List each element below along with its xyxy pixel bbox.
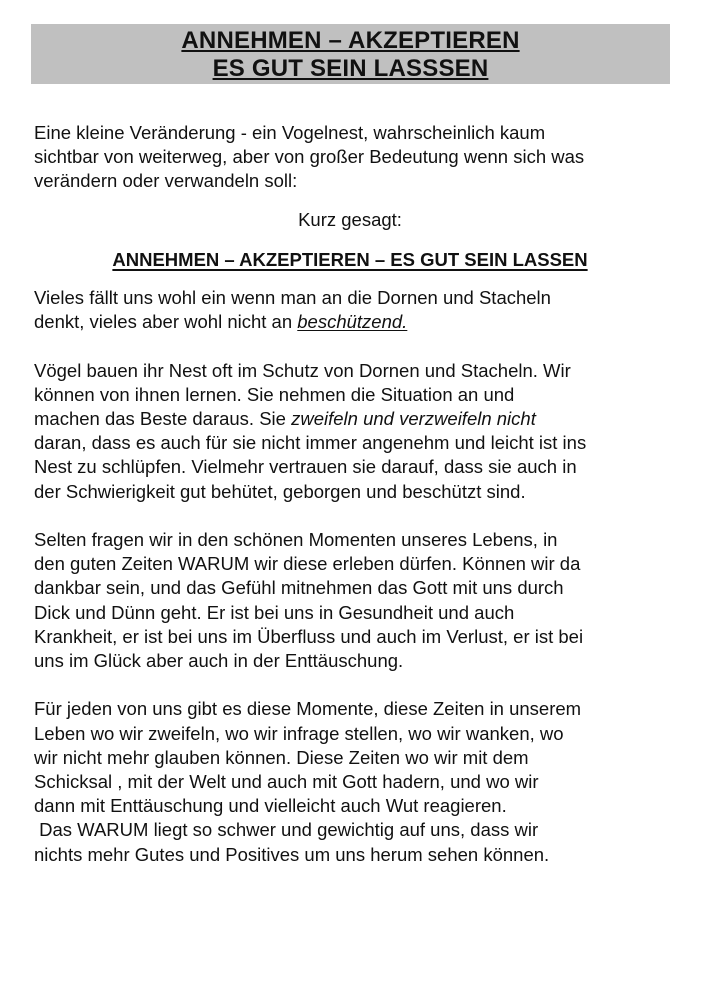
subheading: ANNEHMEN – AKZEPTIEREN – ES GUT SEIN LASSEN [112,248,588,270]
paragraph-3-line: den guten Zeiten WARUM wir diese erleben dürfen. Können wir da [34,553,581,575]
paragraph-1-text: denkt, vieles aber wohl nicht an [34,311,298,333]
title-line-1: ANNEHMEN – AKZEPTIEREN [181,27,520,54]
paragraph-4-line: Für jeden von uns gibt es diese Momente, diese Zeiten in unserem [34,698,582,720]
title-line-2: ES GUT SEIN LASSSEN [212,55,489,82]
paragraph-4-line: wir nicht mehr glauben können. Diese Zeiten wo wir mit dem [34,746,529,768]
paragraph-1-line: Vieles fällt uns wohl ein wenn man an die Dornen und Stacheln [34,287,551,309]
intro-line: sichtbar von weiterweg, aber von großer Bedeutung wenn sich was [34,146,585,168]
paragraph-2-line: Nest zu schlüpfen. Vielmehr vertrauen sie darauf, dass sie auch in [34,456,577,478]
paragraph-2-line: der Schwierigkeit gut behütet, geborgen und beschützt sind. [34,480,526,502]
kurz-gesagt-label: Kurz gesagt: [298,208,402,230]
paragraph-2-text: machen das Beste daraus. Sie [34,408,292,430]
paragraph-2-line: daran, dass es auch für sie nicht immer angenehm und leicht ist ins [34,432,587,454]
paragraph-3-line: Dick und Dünn geht. Er ist bei uns in Gesundheit und auch [34,601,515,623]
emphasis-beschuetzend: beschützend. [297,311,408,333]
paragraph-3-line: Krankheit, er ist bei uns im Überfluss und auch im Verlust, er ist bei [34,625,584,647]
paragraph-2-line: Vögel bauen ihr Nest oft im Schutz von Dornen und Stacheln. Wir [34,359,571,381]
paragraph-4-line: Leben wo wir zweifeln, wo wir infrage stellen, wo wir wanken, wo [34,722,564,744]
paragraph-1-line [34,310,674,334]
paragraph-4-line: Schicksal , mit der Welt und auch mit Gott hadern, und wo wir [34,771,539,793]
emphasis-zweifeln: zweifeln und verzweifeln nicht [291,408,536,430]
paragraph-3-line: uns im Glück aber auch in der Enttäuschung. [34,650,404,672]
paragraph-3-line: dankbar sein, und das Gefühl mitnehmen das Gott mit uns durch [34,577,564,599]
paragraph-2-line: können von ihnen lernen. Sie nehmen die Situation an und [34,383,515,405]
paragraph-4-line: dann mit Enttäuschung und vielleicht auch Wut reagieren. [34,795,507,817]
intro-line: verändern oder verwandeln soll: [34,170,298,192]
document-body [34,121,674,867]
paragraph-2-line [34,407,674,431]
title-banner [31,24,670,84]
paragraph-4-line: nichts mehr Gutes und Positives um uns herum sehen können. [34,843,550,865]
intro-line: Eine kleine Veränderung - ein Vogelnest, wahrscheinlich kaum [34,122,546,143]
paragraph-4-line: Das WARUM liegt so schwer und gewichtig auf uns, dass wir [34,819,539,841]
paragraph-3-line: Selten fragen wir in den schönen Momenten unseres Lebens, in [34,529,558,551]
